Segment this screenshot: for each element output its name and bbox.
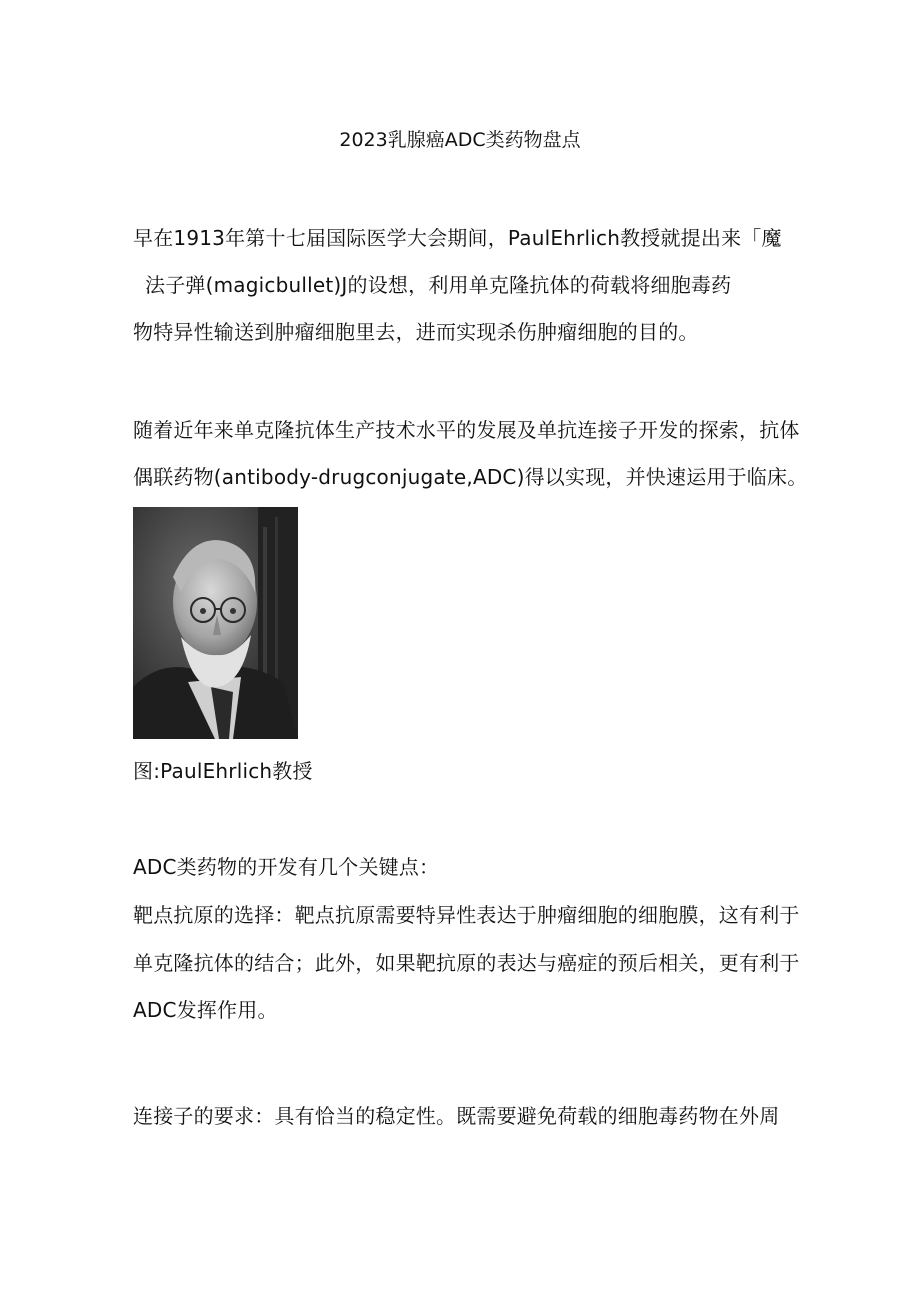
paragraph-line: 靶点抗原的选择：靶点抗原需要特异性表达于肿瘤细胞的细胞膜，这有利于 xyxy=(133,903,800,927)
paragraph-line: 法子弹(magicbullet)J的设想，利用单克隆抗体的荷载将细胞毒药 xyxy=(145,273,732,297)
document-title: 2023乳腺癌ADC类药物盘点 xyxy=(339,129,581,151)
paragraph-line: ADC类药物的开发有几个关键点： xyxy=(133,855,440,879)
paragraph-line: 物特异性输送到肿瘤细胞里去，进而实现杀伤肿瘤细胞的目的。 xyxy=(133,320,699,344)
paragraph-line: 连接子的要求：具有恰当的稳定性。既需要避免荷载的细胞毒药物在外周 xyxy=(133,1104,780,1128)
portrait-photo xyxy=(133,507,298,739)
paragraph-line: 早在1913年第十七届国际医学大会期间，PaulEhrlich教授就提出来「魔 xyxy=(133,226,782,250)
paragraph-line: 随着近年来单克隆抗体生产技术水平的发展及单抗连接子开发的探索，抗体 xyxy=(133,418,800,442)
paragraph-line: 偶联药物(antibody-drugconjugate,ADC)得以实现，并快速运用于临床。 xyxy=(133,465,808,489)
image-caption: 图:PaulEhrlich教授 xyxy=(133,759,313,783)
paragraph-line: ADC发挥作用。 xyxy=(133,998,278,1022)
paragraph-line: 单克隆抗体的结合；此外，如果靶抗原的表达与癌症的预后相关，更有利于 xyxy=(133,951,800,975)
